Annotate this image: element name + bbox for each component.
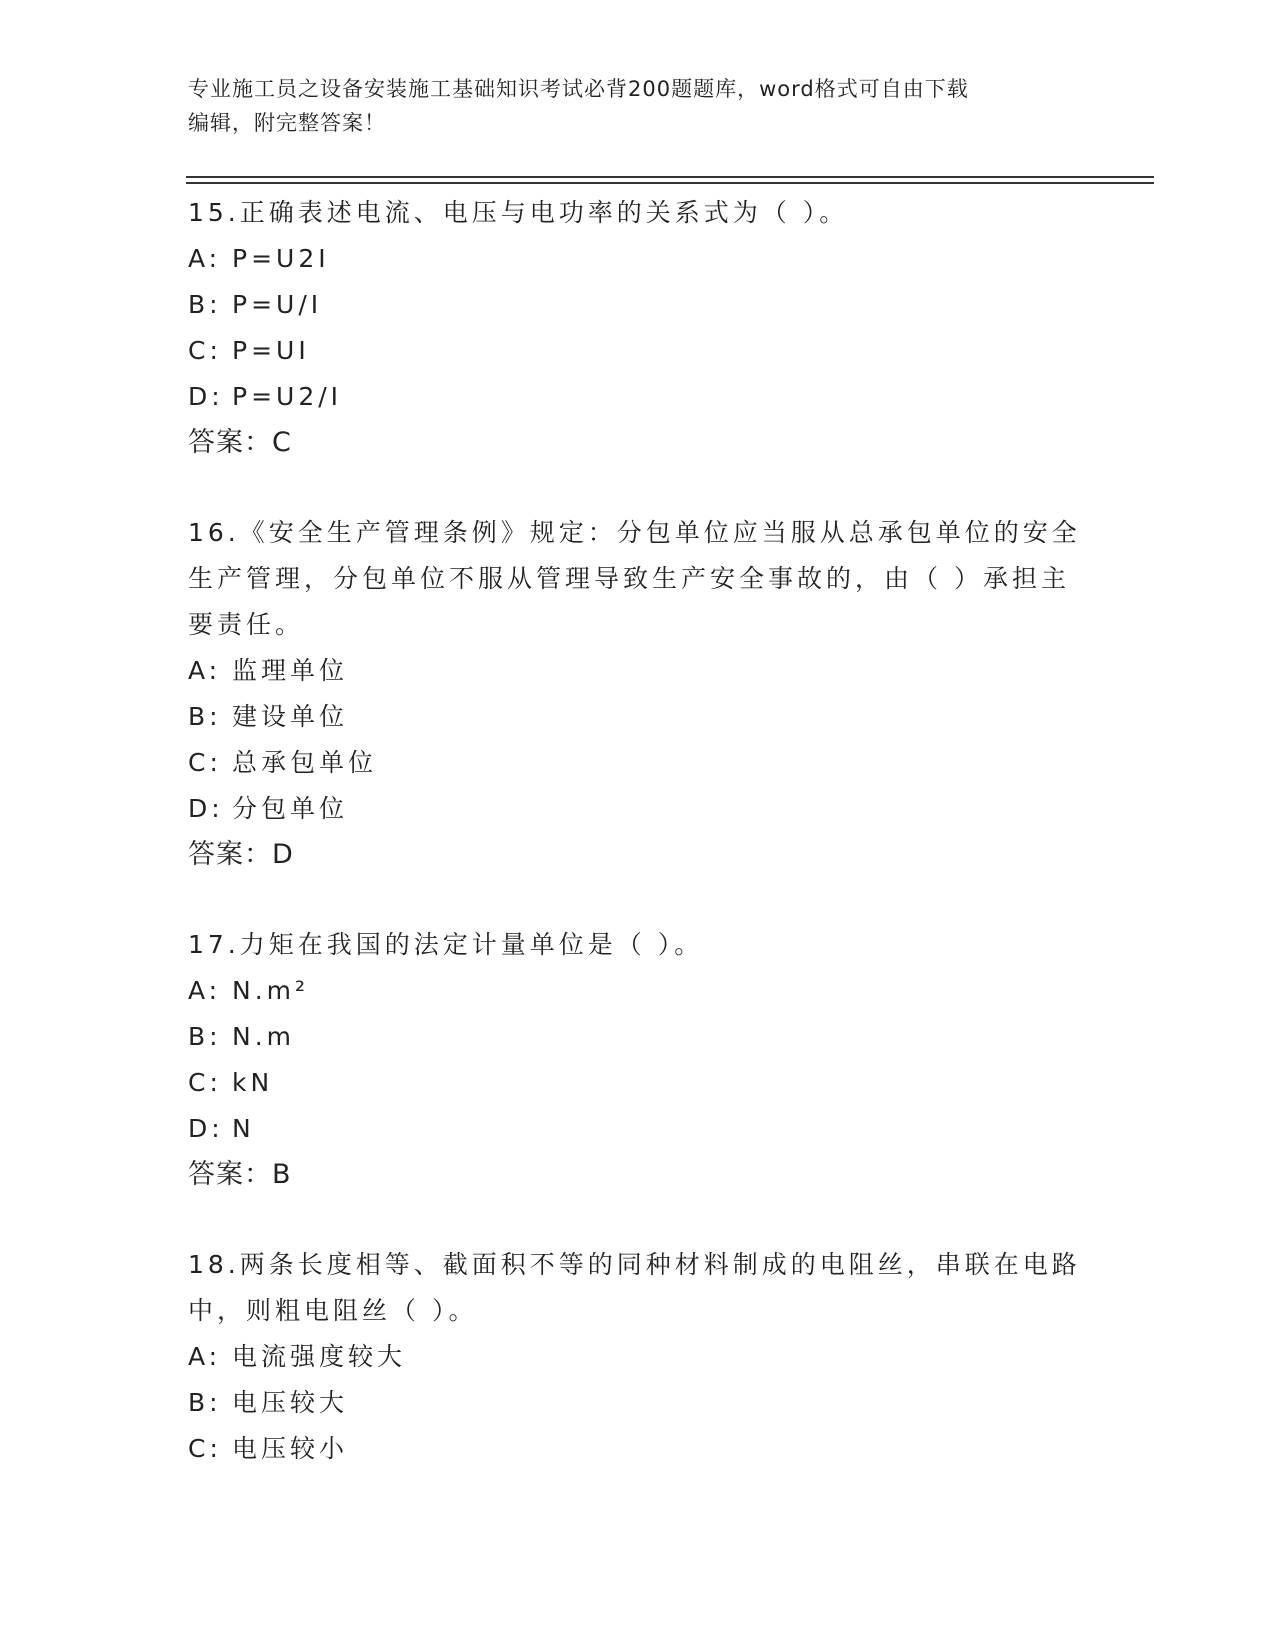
question-15 xyxy=(188,190,1088,466)
option-letter: B: xyxy=(188,702,222,731)
option-text: 监理单位 xyxy=(232,656,349,685)
answer-line: 答案：D xyxy=(188,839,294,870)
question-17 xyxy=(188,922,1088,1198)
option-letter: C: xyxy=(188,1434,222,1463)
question-stem xyxy=(188,510,1088,648)
option-letter: D: xyxy=(188,794,224,823)
question-list xyxy=(188,190,1088,1516)
option-c xyxy=(188,1060,1088,1106)
option-letter: D: xyxy=(188,1114,224,1143)
question-stem xyxy=(188,1242,1088,1334)
stem-line: 生产管理，分包单位不服从管理导致生产安全事故的，由（ ）承担主 xyxy=(188,564,1070,593)
option-text: N xyxy=(232,1114,255,1143)
option-d xyxy=(188,374,1088,420)
option-letter: C: xyxy=(188,748,222,777)
option-letter: C: xyxy=(188,336,222,365)
option-text: kN xyxy=(232,1068,274,1097)
stem-line: 17.力矩在我国的法定计量单位是（ ）。 xyxy=(188,930,704,959)
option-a xyxy=(188,1334,1088,1380)
answer-line: 答案：C xyxy=(188,427,292,458)
question-18 xyxy=(188,1242,1088,1472)
header-line-1: 专业施工员之设备安装施工基础知识考试必背200题题库，word格式可自由下载 xyxy=(188,77,969,101)
option-text: P=UI xyxy=(232,336,310,365)
option-text: N.m xyxy=(232,1022,296,1051)
option-b xyxy=(188,694,1088,740)
option-d xyxy=(188,1106,1088,1152)
option-letter: D: xyxy=(188,382,224,411)
option-letter: C: xyxy=(188,1068,222,1097)
option-letter: A: xyxy=(188,656,222,685)
header-divider-bottom xyxy=(186,182,1154,184)
option-text: 电压较小 xyxy=(232,1434,349,1463)
stem-line: 中，则粗电阻丝（ ）。 xyxy=(188,1296,478,1325)
option-letter: B: xyxy=(188,1022,222,1051)
option-d xyxy=(188,786,1088,832)
question-stem xyxy=(188,190,1088,236)
stem-line: 16.《安全生产管理条例》规定：分包单位应当服从总承包单位的安全 xyxy=(188,518,1081,547)
option-letter: B: xyxy=(188,290,222,319)
option-letter: A: xyxy=(188,1342,222,1371)
option-b xyxy=(188,1014,1088,1060)
option-letter: A: xyxy=(188,976,222,1005)
option-a xyxy=(188,236,1088,282)
option-a xyxy=(188,648,1088,694)
option-letter: A: xyxy=(188,244,222,273)
option-c xyxy=(188,1426,1088,1472)
option-text: 分包单位 xyxy=(232,794,349,823)
question-stem xyxy=(188,922,1088,968)
option-text: 电压较大 xyxy=(232,1388,349,1417)
question-16 xyxy=(188,510,1088,878)
option-text: P=U/I xyxy=(232,290,323,319)
answer-line: 答案：B xyxy=(188,1159,292,1190)
option-c xyxy=(188,740,1088,786)
option-text: 总承包单位 xyxy=(232,748,378,777)
option-c xyxy=(188,328,1088,374)
option-b xyxy=(188,1380,1088,1426)
option-text: P=U2/I xyxy=(232,382,343,411)
stem-line: 18.两条长度相等、截面积不等的同种材料制成的电阻丝，串联在电路 xyxy=(188,1250,1081,1279)
option-text: N.m² xyxy=(232,976,310,1005)
option-text: 建设单位 xyxy=(232,702,349,731)
stem-line: 15.正确表述电流、电压与电功率的关系式为（ ）。 xyxy=(188,198,849,227)
header-line-2: 编辑，附完整答案！ xyxy=(188,111,386,135)
option-text: 电流强度较大 xyxy=(232,1342,407,1371)
header-divider-top xyxy=(186,176,1154,178)
option-b xyxy=(188,282,1088,328)
stem-line: 要责任。 xyxy=(188,610,305,639)
option-a xyxy=(188,968,1088,1014)
document-header xyxy=(188,72,1068,140)
option-text: P=U2I xyxy=(232,244,330,273)
option-letter: B: xyxy=(188,1388,222,1417)
